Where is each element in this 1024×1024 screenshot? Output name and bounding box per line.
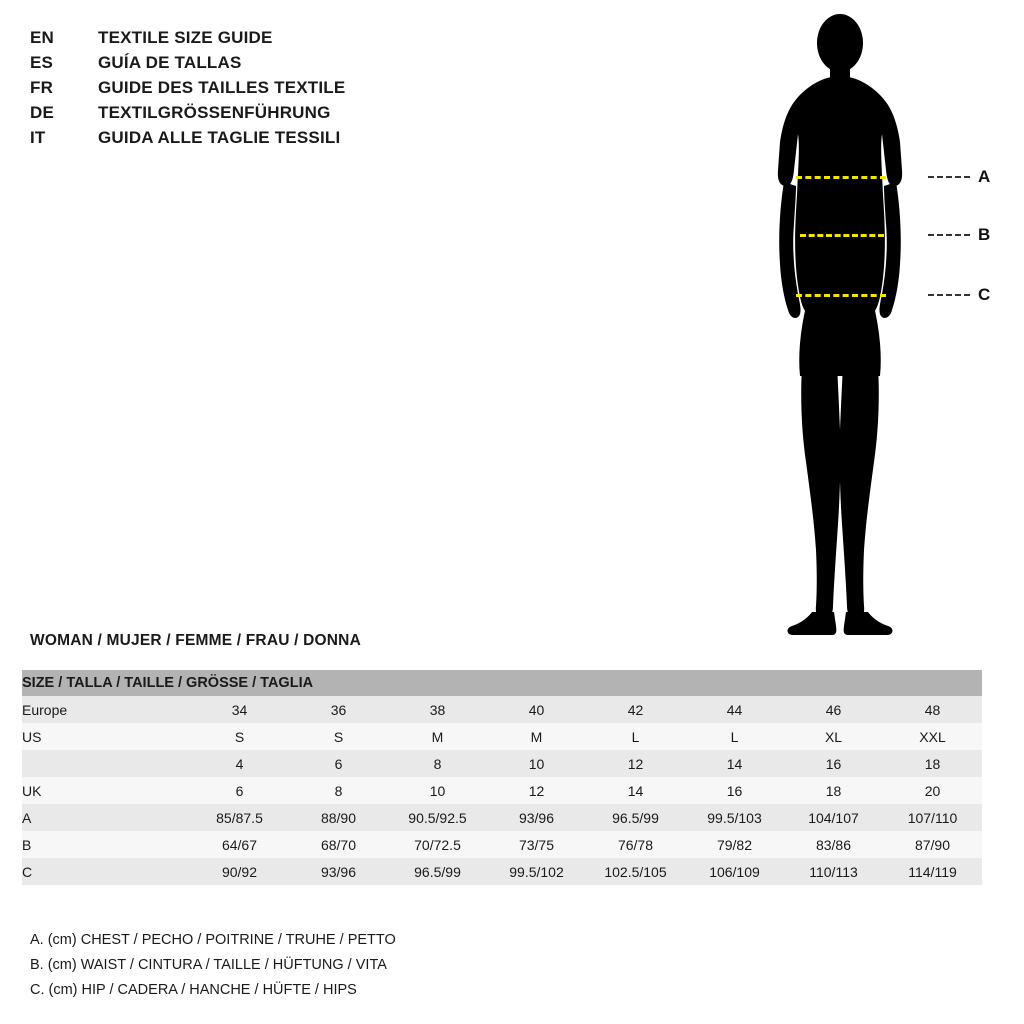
table-row — [22, 750, 982, 777]
language-code-en: EN — [30, 28, 55, 47]
cell: 110/113 — [784, 858, 883, 885]
language-title-block — [30, 28, 450, 153]
cell: 79/82 — [685, 831, 784, 858]
waist-leader-line — [928, 234, 970, 236]
cell: 10 — [388, 777, 487, 804]
cell: 68/70 — [289, 831, 388, 858]
cell: 42 — [586, 696, 685, 723]
female-silhouette-icon — [740, 10, 1010, 640]
cell: 96.5/99 — [586, 804, 685, 831]
cell: 16 — [784, 750, 883, 777]
cell: 40 — [487, 696, 586, 723]
cell: 70/72.5 — [388, 831, 487, 858]
cell: 99.5/103 — [685, 804, 784, 831]
language-title-de: TEXTILGRÖSSENFÜHRUNG — [98, 103, 331, 122]
cell: XL — [784, 723, 883, 750]
cell: 36 — [289, 696, 388, 723]
cell: 38 — [388, 696, 487, 723]
cell: 90/92 — [190, 858, 289, 885]
footnotes — [30, 928, 630, 1003]
cell: S — [289, 723, 388, 750]
hip-leader-line — [928, 294, 970, 296]
language-row — [30, 103, 450, 128]
cell: 12 — [586, 750, 685, 777]
row-label-c: C — [22, 858, 190, 885]
cell: L — [586, 723, 685, 750]
cell: 90.5/92.5 — [388, 804, 487, 831]
footnote-waist: B. (cm) WAIST / CINTURA / TAILLE / HÜFTUNG / VITA — [30, 957, 387, 973]
table-row — [22, 723, 982, 750]
cell: 46 — [784, 696, 883, 723]
table-row — [22, 696, 982, 723]
language-code-es: ES — [30, 53, 54, 72]
cell: 14 — [685, 750, 784, 777]
row-label-uk: UK — [22, 777, 190, 804]
cell: 85/87.5 — [190, 804, 289, 831]
language-title-en: TEXTILE SIZE GUIDE — [98, 28, 273, 47]
language-row — [30, 78, 450, 103]
cell: 14 — [586, 777, 685, 804]
chest-leader-line — [928, 176, 970, 178]
language-title-fr: GUIDE DES TAILLES TEXTILE — [98, 78, 346, 97]
size-table — [22, 670, 982, 885]
cell: 8 — [388, 750, 487, 777]
cell: 6 — [190, 777, 289, 804]
cell: M — [487, 723, 586, 750]
language-code-de: DE — [30, 103, 55, 122]
cell: 106/109 — [685, 858, 784, 885]
cell: 12 — [487, 777, 586, 804]
cell: 99.5/102 — [487, 858, 586, 885]
cell: 83/86 — [784, 831, 883, 858]
cell: 18 — [784, 777, 883, 804]
row-label-europe: Europe — [22, 696, 190, 723]
footnote-chest: A. (cm) CHEST / PECHO / POITRINE / TRUHE / PETTO — [30, 932, 396, 948]
cell: 18 — [883, 750, 982, 777]
table-row — [22, 831, 982, 858]
cell: 93/96 — [289, 858, 388, 885]
marker-label-b: B — [978, 225, 991, 244]
cell: 10 — [487, 750, 586, 777]
language-row — [30, 53, 450, 78]
cell: 64/67 — [190, 831, 289, 858]
chest-measure-line — [796, 176, 886, 179]
cell: S — [190, 723, 289, 750]
language-title-es: GUÍA DE TALLAS — [98, 53, 242, 72]
cell: 6 — [289, 750, 388, 777]
hip-measure-line — [796, 294, 886, 297]
table-row — [22, 777, 982, 804]
cell: 76/78 — [586, 831, 685, 858]
cell: 20 — [883, 777, 982, 804]
cell: 114/119 — [883, 858, 982, 885]
language-row — [30, 128, 450, 153]
cell: 44 — [685, 696, 784, 723]
table-header-label: SIZE / TALLA / TAILLE / GRÖSSE / TAGLIA — [22, 670, 982, 696]
marker-label-c: C — [978, 285, 991, 304]
cell: 8 — [289, 777, 388, 804]
cell: 96.5/99 — [388, 858, 487, 885]
language-code-fr: FR — [30, 78, 54, 97]
language-title-it: GUIDA ALLE TAGLIE TESSILI — [98, 128, 341, 147]
table-row — [22, 804, 982, 831]
cell: 104/107 — [784, 804, 883, 831]
cell: 48 — [883, 696, 982, 723]
cell: 87/90 — [883, 831, 982, 858]
language-row — [30, 28, 450, 53]
row-label-a: A — [22, 804, 190, 831]
row-label-us-numeric — [22, 750, 190, 777]
cell: XXL — [883, 723, 982, 750]
row-label-b: B — [22, 831, 190, 858]
cell: 4 — [190, 750, 289, 777]
cell: 16 — [685, 777, 784, 804]
cell: L — [685, 723, 784, 750]
language-code-it: IT — [30, 128, 46, 147]
marker-label-a: A — [978, 167, 991, 186]
measurement-figure — [740, 10, 1010, 640]
cell: M — [388, 723, 487, 750]
section-title-woman: WOMAN / MUJER / FEMME / FRAU / DONNA — [30, 632, 361, 649]
cell: 107/110 — [883, 804, 982, 831]
table-row — [22, 858, 982, 885]
footnote-hip: C. (cm) HIP / CADERA / HANCHE / HÜFTE / HIPS — [30, 982, 357, 998]
cell: 88/90 — [289, 804, 388, 831]
row-label-us: US — [22, 723, 190, 750]
waist-measure-line — [800, 234, 884, 237]
cell: 93/96 — [487, 804, 586, 831]
cell: 34 — [190, 696, 289, 723]
table-header-row — [22, 670, 982, 696]
cell: 73/75 — [487, 831, 586, 858]
cell: 102.5/105 — [586, 858, 685, 885]
